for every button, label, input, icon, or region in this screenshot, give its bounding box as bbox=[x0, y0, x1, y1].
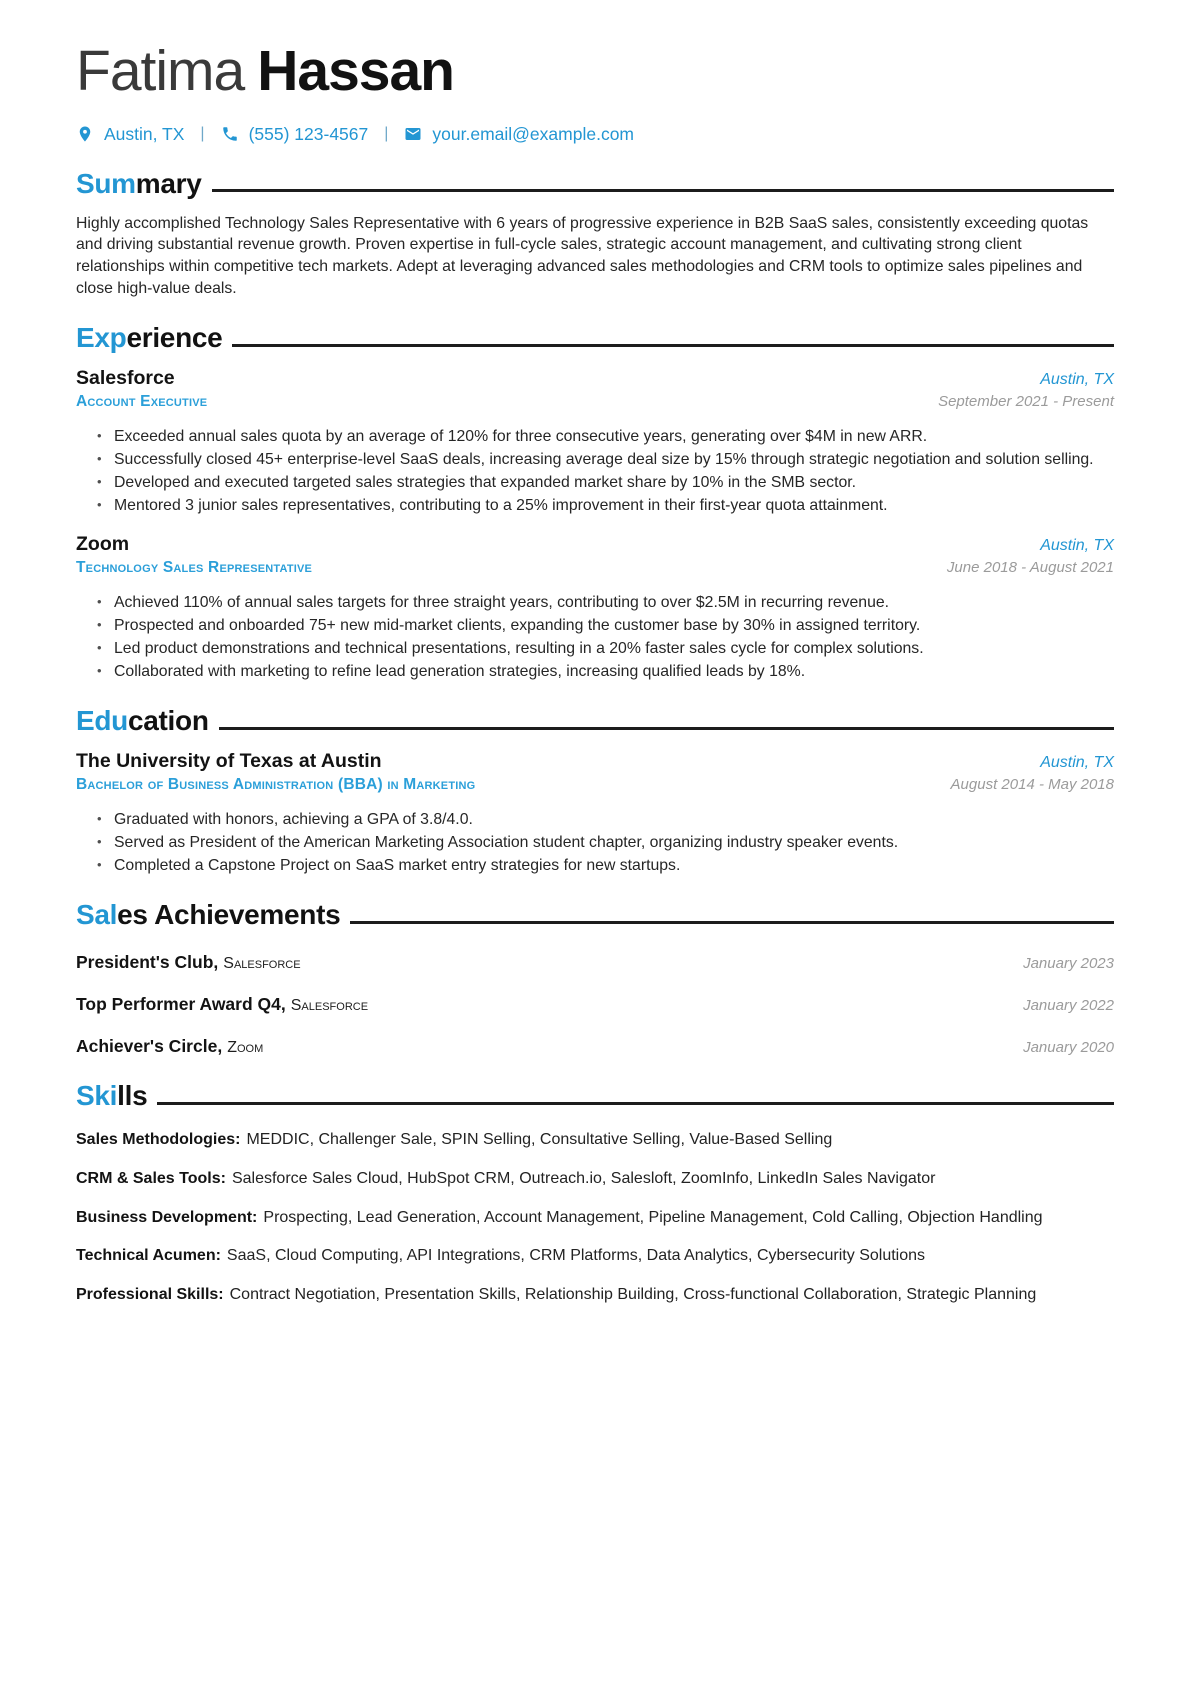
contact-separator: | bbox=[200, 125, 205, 143]
skill-values: Contract Negotiation, Presentation Skills, Relationship Building, Cross-functional Collaboration, Strategic Planning bbox=[229, 1285, 1037, 1303]
achievement-title: President's Club bbox=[76, 952, 214, 973]
bullet-item: • Achieved 110% of annual sales targets for three straight years, contributing to over $2.5M in recurring revenue. bbox=[114, 592, 1114, 613]
contact-row bbox=[76, 124, 1114, 145]
achievement-row bbox=[76, 994, 1114, 1015]
heading-accent: Sal bbox=[76, 899, 118, 931]
heading-rule bbox=[212, 189, 1114, 192]
experience-entry bbox=[76, 367, 1114, 516]
skill-category: Technical Acumen: bbox=[76, 1247, 221, 1265]
job-dates: June 2018 - August 2021 bbox=[946, 559, 1114, 577]
skills-heading bbox=[76, 1080, 1114, 1112]
entry-header bbox=[76, 367, 1114, 390]
summary-heading bbox=[76, 168, 1114, 200]
job-title: Technology Sales Representative bbox=[76, 559, 313, 577]
school-location: Austin, TX bbox=[1040, 754, 1114, 772]
achievement-left bbox=[76, 994, 368, 1015]
contact-location bbox=[76, 124, 184, 145]
entry-header bbox=[76, 750, 1114, 773]
achievement-separator: , bbox=[217, 1036, 223, 1057]
skill-category: CRM & Sales Tools: bbox=[76, 1170, 226, 1187]
achievement-date: January 2020 bbox=[1023, 1039, 1114, 1057]
skill-category: Business Development: bbox=[76, 1208, 258, 1226]
company-location: Austin, TX bbox=[1040, 371, 1114, 389]
achievement-org: Zoom bbox=[227, 1039, 264, 1057]
heading-accent: Exp bbox=[76, 322, 127, 354]
envelope-icon bbox=[404, 125, 422, 143]
heading-rule bbox=[350, 921, 1114, 924]
heading-rule bbox=[219, 727, 1114, 730]
achievement-date: January 2022 bbox=[1023, 997, 1114, 1015]
contact-email bbox=[404, 124, 634, 145]
degree-title: Bachelor of Business Administration (BBA) in Marketing bbox=[76, 776, 476, 794]
heading-accent: Edu bbox=[76, 705, 128, 737]
achievement-row bbox=[76, 952, 1114, 973]
achievement-separator: , bbox=[213, 952, 219, 973]
last-name: Hassan bbox=[257, 39, 454, 103]
bullet-item: • Served as President of the American Marketing Association student chapter, organizing industry speaker events. bbox=[114, 832, 1114, 853]
experience-heading bbox=[76, 322, 1114, 354]
achievements-heading bbox=[76, 899, 1114, 931]
email-text: your.email@example.com bbox=[432, 123, 634, 144]
bullet-item: • Graduated with honors, achieving a GPA of 3.8/4.0. bbox=[114, 809, 1114, 830]
location-pin-icon bbox=[76, 125, 94, 143]
section-summary bbox=[76, 168, 1114, 300]
phone-icon bbox=[221, 125, 239, 143]
heading-accent: Sum bbox=[76, 167, 136, 199]
bullet-item: • Exceeded annual sales quota by an average of 120% for three consecutive years, generating over $4M in new ARR. bbox=[114, 426, 1114, 447]
section-skills bbox=[76, 1080, 1114, 1305]
skill-row bbox=[76, 1168, 1114, 1190]
skill-row bbox=[76, 1245, 1114, 1267]
job-title: Account Executive bbox=[76, 393, 208, 411]
location-text: Austin, TX bbox=[104, 123, 185, 144]
skill-values: SaaS, Cloud Computing, API Integrations, CRM Platforms, Data Analytics, Cybersecurity Solutions bbox=[226, 1247, 926, 1265]
school-name: The University of Texas at Austin bbox=[76, 750, 382, 773]
bullet-item: • Collaborated with marketing to refine lead generation strategies, increasing qualified leads by 18%. bbox=[114, 661, 1114, 682]
heading-accent: Ski bbox=[76, 1080, 118, 1112]
bullet-item: • Developed and executed targeted sales strategies that expanded market share by 10% in the SMB sector. bbox=[114, 472, 1114, 493]
heading-rest: mary bbox=[135, 167, 202, 199]
contact-separator: | bbox=[384, 125, 389, 143]
heading-rule bbox=[232, 344, 1114, 347]
heading-rest: erience bbox=[126, 322, 223, 354]
bullet-list bbox=[76, 809, 1114, 876]
achievement-date: January 2023 bbox=[1023, 955, 1114, 973]
achievement-left bbox=[76, 1036, 263, 1057]
first-name: Fatima bbox=[76, 39, 245, 103]
entry-subheader bbox=[76, 776, 1114, 794]
achievement-left bbox=[76, 952, 301, 973]
skill-category: Professional Skills: bbox=[76, 1285, 224, 1303]
heading-rest: cation bbox=[127, 705, 209, 737]
bullet-item: • Mentored 3 junior sales representatives, contributing to a 25% improvement in their first-year quota attainment. bbox=[114, 495, 1114, 516]
summary-text: Highly accomplished Technology Sales Representative with 6 years of progressive experience in B2B SaaS sales, consistently exceeding quotas and driving substantial revenue growth. Proven expertise in full-cycle sales, strategic account management, and cultivating strong client relationships within competitive tech markets. Adept at leveraging advanced sales methodologies and CRM tools to optimize sales pipelines and close high-value deals. bbox=[76, 214, 1089, 297]
skill-values: MEDDIC, Challenger Sale, SPIN Selling, Consultative Selling, Value-Based Selling bbox=[246, 1131, 833, 1149]
bullet-item: • Successfully closed 45+ enterprise-level SaaS deals, increasing average deal size by 15% through strategic negotiation and solution selling. bbox=[114, 449, 1114, 470]
job-dates: September 2021 - Present bbox=[938, 393, 1114, 411]
contact-phone bbox=[221, 124, 369, 145]
company-name: Salesforce bbox=[76, 367, 175, 390]
section-achievements bbox=[76, 899, 1114, 1057]
candidate-name bbox=[76, 39, 1114, 103]
bullet-list bbox=[76, 426, 1114, 516]
achievement-org: Salesforce bbox=[223, 955, 301, 973]
skill-row bbox=[76, 1207, 1114, 1229]
degree-dates: August 2014 - May 2018 bbox=[950, 776, 1114, 794]
section-education bbox=[76, 705, 1114, 876]
experience-entry bbox=[76, 533, 1114, 682]
achievement-title: Achiever's Circle bbox=[76, 1036, 218, 1057]
skill-category: Sales Methodologies: bbox=[76, 1131, 241, 1149]
resume-header bbox=[76, 39, 1114, 145]
skill-values: Prospecting, Lead Generation, Account Management, Pipeline Management, Cold Calling, Objection Handling bbox=[263, 1208, 1043, 1226]
bullet-item: • Prospected and onboarded 75+ new mid-market clients, expanding the customer base by 30% in assigned territory. bbox=[114, 615, 1114, 636]
company-name: Zoom bbox=[76, 533, 130, 556]
skill-values: Salesforce Sales Cloud, HubSpot CRM, Outreach.io, Salesloft, ZoomInfo, LinkedIn Sales Navigator bbox=[231, 1170, 936, 1187]
section-experience bbox=[76, 322, 1114, 682]
education-entry bbox=[76, 750, 1114, 876]
heading-rest: es Achievements bbox=[117, 899, 341, 931]
company-location: Austin, TX bbox=[1040, 537, 1114, 555]
entry-header bbox=[76, 533, 1114, 556]
achievement-org: Salesforce bbox=[290, 997, 369, 1015]
education-heading bbox=[76, 705, 1114, 737]
entry-subheader bbox=[76, 393, 1114, 411]
achievement-title: Top Performer Award Q4 bbox=[76, 994, 281, 1015]
skill-row bbox=[76, 1284, 1114, 1306]
bullet-item: • Led product demonstrations and technical presentations, resulting in a 20% faster sales cycle for complex solutions. bbox=[114, 638, 1114, 659]
heading-rest: lls bbox=[117, 1080, 148, 1112]
bullet-list bbox=[76, 592, 1114, 682]
bullet-item: • Completed a Capstone Project on SaaS market entry strategies for new startups. bbox=[114, 855, 1114, 876]
entry-subheader bbox=[76, 559, 1114, 577]
skill-row bbox=[76, 1129, 1114, 1151]
heading-rule bbox=[157, 1102, 1114, 1105]
phone-text: (555) 123-4567 bbox=[248, 123, 369, 144]
achievement-row bbox=[76, 1036, 1114, 1057]
achievement-separator: , bbox=[280, 994, 286, 1015]
